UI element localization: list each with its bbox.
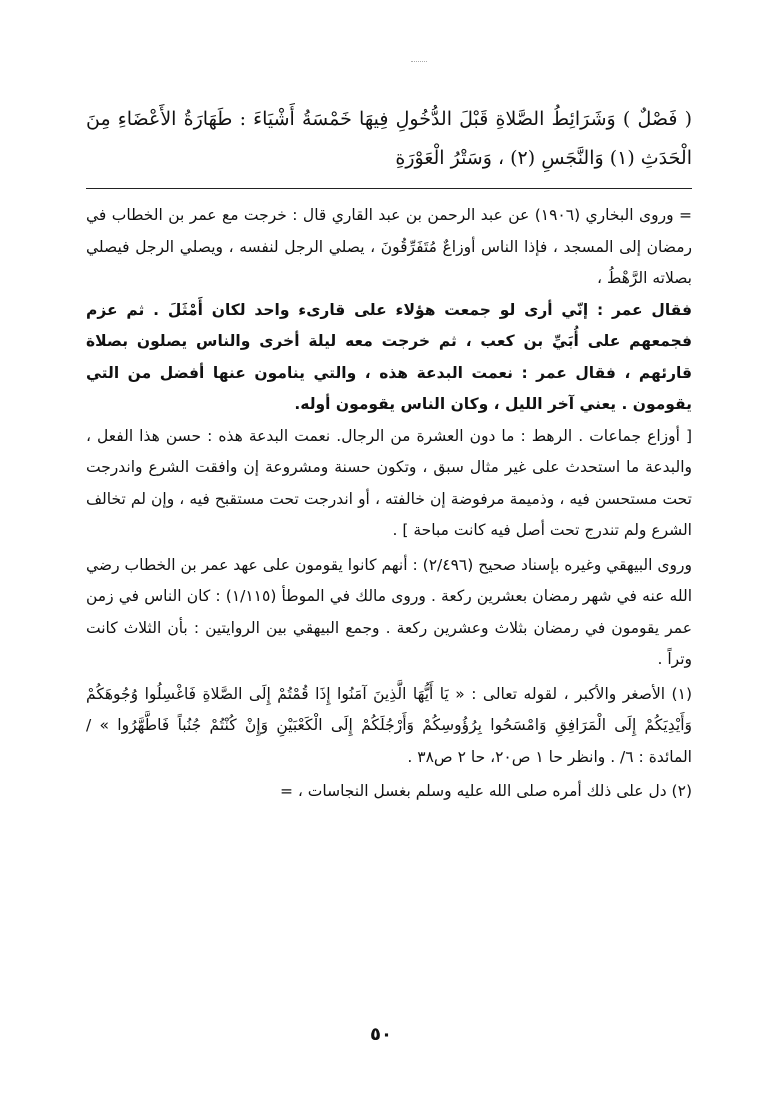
footnote-2: (٢) دل على ذلك أمره صلى الله عليه وسلم بغسل النجاسات ، =: [279, 782, 692, 800]
footnote-1: (١) الأصغر والأكبر ، لقوله تعالى : « يَا أَيُّهَا الَّذِينَ آمَنُوا إِذَا قُمْتُمْ إِلَى الصَّلاةِ فَاغْسِلُوا وُجُوهَكُمْ وَأَيْدِيَكُمْ إِلَى الْمَرَافِقِ وَامْسَحُوا بِرُؤُوسِكُمْ وَأَرْجُلَكُمْ إِلَى الْكَعْبَيْنِ وَإِنْ كُنْتُمْ جُنُباً فَاطَّهَّرُوا » / المائدة : ٦/ . وانظر حا ١ ص٢٠، حا ٢ ص٣٨ .: [86, 684, 692, 766]
note-glossary: [ أوزاع جماعات . الرهط : ما دون العشرة من الرجال. نعمت البدعة هذه : حسن هذا الفعل ، والبدعة ما استحدث على غير مثال سبق ، وتكون حسنة ومشروعة إن وافقت الشرع واندرجت تحت مستحسن فيه ، وذميمة مرفوضة إن خالفته ، أو اندرجت تحت مستقبح فيه ، وإن لم تخالف الشرع ولم تندرج تحت أصل فيه كانت مباحة ] .: [86, 426, 692, 539]
note-bayhaqi-narration: وروى البيهقي وغيره بإسناد صحيح (٢/٤٩٦) : أنهم كانوا يقومون على عهد عمر بن الخطاب رضي الله عنه في شهر رمضان بعشرين ركعة . وروى مالك في الموطأ (١/١١٥) : كان الناس في زمن عمر يقومون في رمضان بثلاث وعشرين ركعة . وجمع البيهقي بين الروايتين : بأن الثلاث كانت وتراً .: [86, 555, 692, 668]
main-text: ( فَصْلٌ ) وَشَرَائِطُ الصَّلاةِ قَبْلَ الدُّخُولِ فِيهَا خَمْسَةُ أَشْيَاءَ : طَهَارَةُ الأَعْضَاءِ مِنَ الْحَدَثِ (١) وَالنَّجَسِ (٢) ، وَسَتْرُ الْعَوْرَةِ: [86, 108, 692, 169]
page-number: ٥٠: [370, 1024, 392, 1045]
scan-speck: [411, 61, 427, 64]
note-omar-saying: فقال عمر : إنّي أرى لو جمعت هؤلاء على قارىء واحد لكان أَمْثَلَ . ثم عزم فجمعهم على أُبَيِّ بن كعب ، ثم خرجت معه ليلة أخرى والناس يصلون بصلاة قارئهم ، فقال عمر : نعمت البدعة هذه ، والتي ينامون عنها أفضل من التي يقومون . يعني آخر الليل ، وكان الناس يقومون أوله.: [86, 300, 692, 413]
footnote-separator: [86, 188, 692, 189]
footnotes: [86, 200, 692, 808]
note-bukhari-narration: = وروى البخاري (١٩٠٦) عن عبد الرحمن بن عبد القاري قال : خرجت مع عمر بن الخطاب في رمضان إلى المسجد ، فإذا الناس أوزاعٌ مُتَفَرِّقُونَ ، يصلي الرجل لنفسه ، ويصلي الرجل فيصلي بصلاته الرَّهْطُ ،: [86, 206, 693, 287]
